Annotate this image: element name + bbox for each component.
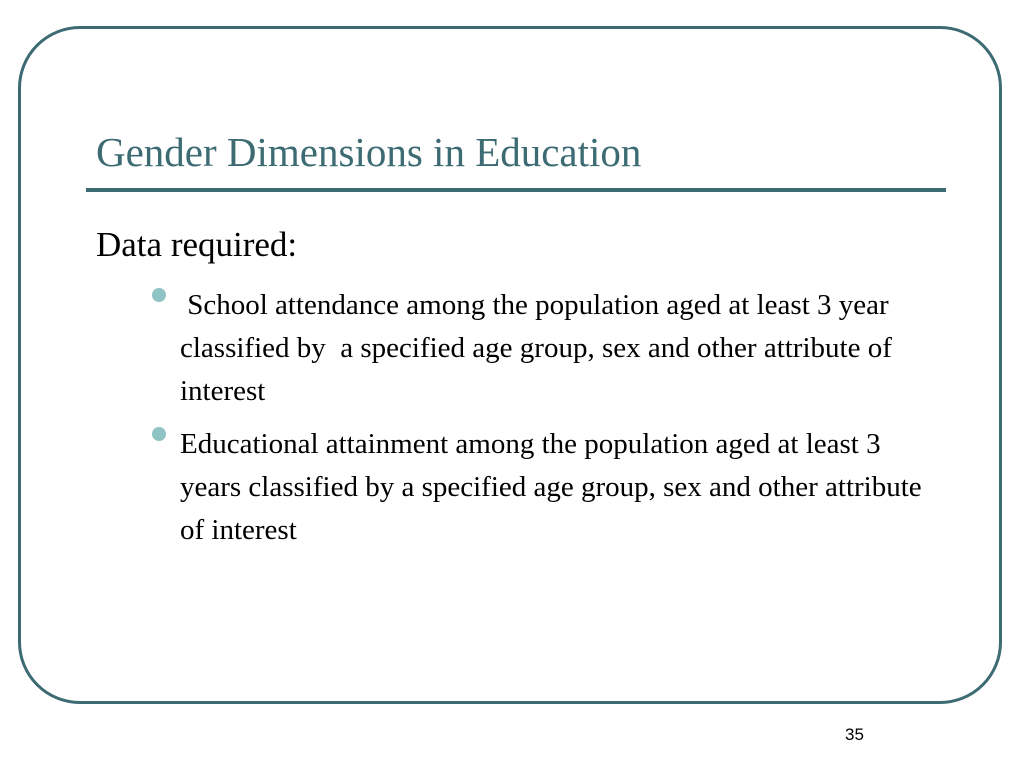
- page-number: 35: [845, 725, 864, 744]
- bullet-dot-icon: [152, 288, 166, 302]
- bullet-text: Educational attainment among the population aged at least 3 years classified by a specified age group, sex and other attribute of interest: [180, 428, 929, 546]
- bullet-dot-icon: [152, 427, 166, 441]
- bullet-item: [152, 284, 922, 413]
- slide-title: Gender Dimensions in Education: [96, 129, 642, 175]
- bullet-item: [152, 423, 929, 552]
- title-divider: [86, 188, 946, 192]
- bullet-text: School attendance among the population aged at least 3 year classified by a specified age group, sex and other attribute of interest: [180, 289, 900, 407]
- lead-text: Data required:: [96, 225, 298, 264]
- bullet-list: [152, 284, 929, 562]
